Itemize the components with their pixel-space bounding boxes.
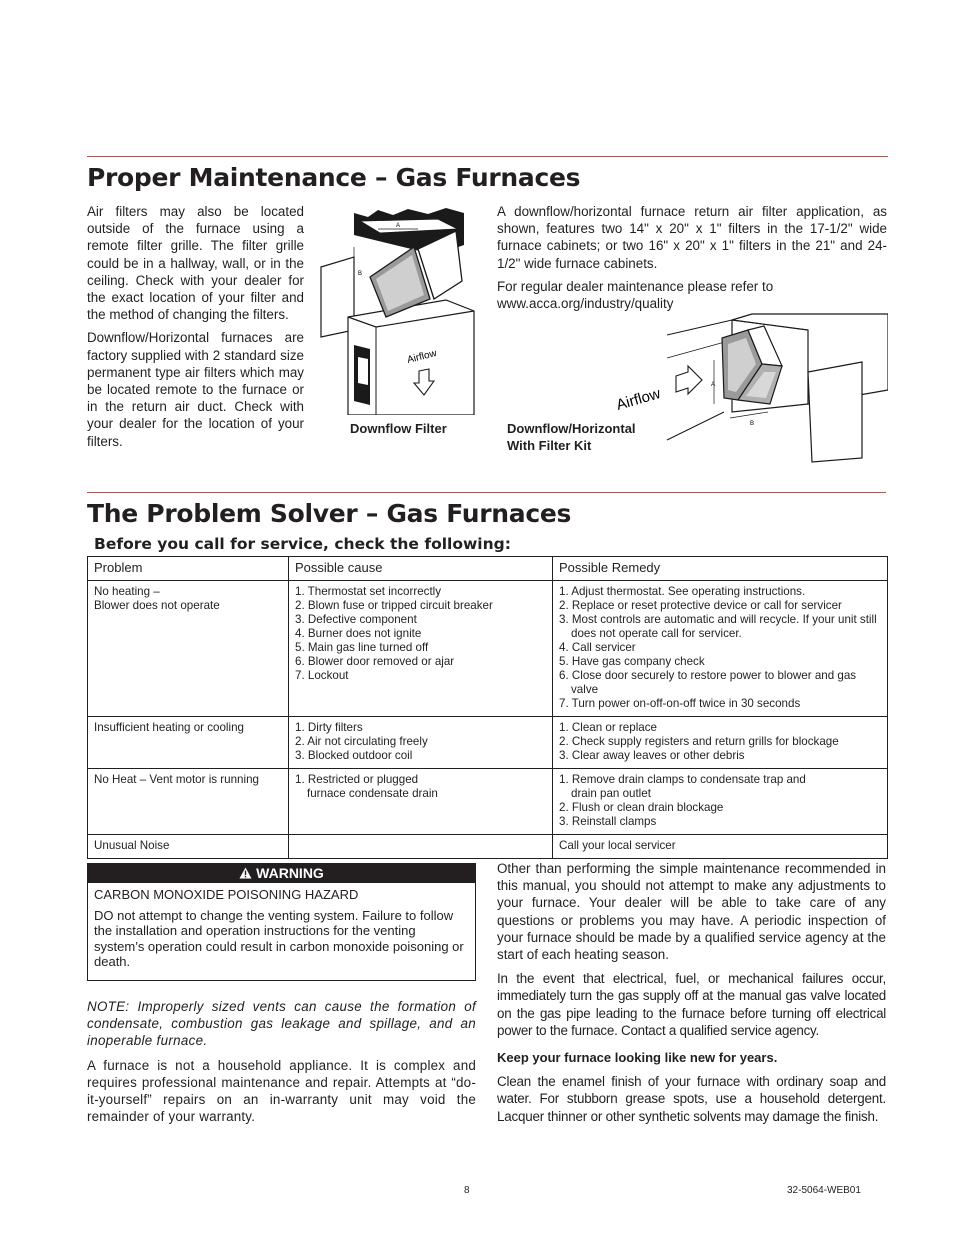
- downflow-filter-illustration: [318, 205, 480, 415]
- table-row: [88, 717, 888, 769]
- problem-line: Insufficient heating or cooling: [94, 721, 244, 734]
- horizontal-filter-kit-caption: [507, 420, 636, 454]
- dimension-b-label: B: [750, 421, 755, 427]
- cause-item: 1. Dirty filters: [295, 721, 363, 734]
- problem-line: No heating –: [94, 585, 160, 598]
- acca-reference-paragraph: For regular dealer maintenance please refer to www.acca.org/industry/quality: [497, 278, 774, 312]
- keep-furnace-heading: Keep your furnace looking like new for years.: [497, 1050, 778, 1066]
- downflow-filter-paragraph: Downflow/Horizontal furnaces are factory supplied with 2 standard size permanent type air filters which may be located remote to the furnace or in the return air duct. Check with your dealer for the location of your filters.: [87, 330, 304, 449]
- table-row: [88, 835, 888, 859]
- problem-cell: [88, 769, 289, 835]
- remedy-item: 1. Remove drain clamps to condensate trap and drain pan outlet: [559, 773, 806, 800]
- cleaning-paragraph: Clean the enamel finish of your furnace with ordinary soap and water. For stubborn grease spots, use a household detergent. Lacquer thinner or other synthetic solvents may damage the finish.: [497, 1074, 886, 1124]
- airflow-label: Airflow: [406, 347, 438, 366]
- remedy-item: 5. Have gas company check: [559, 655, 705, 668]
- table-row: [88, 769, 888, 835]
- page-number: 8: [464, 1185, 470, 1196]
- horizontal-filter-kit-illustration: [612, 300, 888, 465]
- vent-sizing-note: NOTE: Improperly sized vents can cause the formation of condensate, combustion gas leakage and spillage, and an inoperable furnace.: [87, 999, 476, 1049]
- failure-paragraph: In the event that electrical, fuel, or mechanical failures occur, immediately turn the gas supply off at the manual gas valve located on the gas pipe leading to the furnace before turning off electrical power to the furnace. Contact a qualified service agency.: [497, 971, 886, 1038]
- problem-cell: [88, 717, 289, 769]
- document-code: 32-5064-WEB01: [787, 1185, 861, 1196]
- cause-item: 1. Restricted or plugged furnace condensate drain: [295, 773, 438, 800]
- cause-cell: [289, 769, 553, 835]
- cause-item: 2. Blown fuse or tripped circuit breaker: [295, 599, 493, 612]
- section-divider-middle: [87, 492, 886, 493]
- remedy-cell: [553, 717, 888, 769]
- remedy-item: 3. Most controls are automatic and will recycle. If your unit still does not operate call for servicer.: [559, 613, 877, 640]
- remote-filter-paragraph: Air filters may also be located outside of the furnace using a remote filter grille. The filter grille could be in a hallway, wall, or in the ceiling. Check with your dealer for the exact location of your filter and the method of changing the filters.: [87, 204, 304, 323]
- warning-triangle-icon: [239, 867, 252, 879]
- remedy-item: 2. Check supply registers and return grills for blockage: [559, 735, 839, 748]
- cause-item: 5. Main gas line turned off: [295, 641, 429, 654]
- warning-label: WARNING: [256, 865, 324, 881]
- problem-solver-subtitle: Before you call for service, check the following:: [94, 535, 511, 553]
- filter-application-paragraph: A downflow/horizontal furnace return air filter application, as shown, features two 14" x 20" x 1" filters in the 17-1/2" wide furnace cabinets; or two 16" x 20" x 1" filters in the 21" and 24-1/2" wide furnace cabinets.: [497, 204, 887, 271]
- remedy-cell: [553, 581, 888, 717]
- warning-banner: [88, 864, 475, 883]
- problem-line: Unusual Noise: [94, 839, 170, 852]
- problem-cell: [88, 835, 289, 859]
- dimension-b-label: B: [358, 271, 363, 277]
- remedy-item: 2. Flush or clean drain blockage: [559, 801, 724, 814]
- remedy-item: 4. Call servicer: [559, 641, 636, 654]
- cause-item: 3. Blocked outdoor coil: [295, 749, 413, 762]
- problem-line: Blower does not operate: [94, 599, 220, 612]
- remedy-item: 3. Clear away leaves or other debris: [559, 749, 745, 762]
- airflow-arrow-right-icon: [676, 366, 702, 394]
- column-header-remedy: Possible Remedy: [553, 557, 888, 581]
- problem-cell: [88, 581, 289, 717]
- remedy-item: 2. Replace or reset protective device or call for servicer: [559, 599, 842, 612]
- cause-item: 3. Defective component: [295, 613, 417, 626]
- remedy-item: 3. Reinstall clamps: [559, 815, 657, 828]
- remedy-item: 1. Adjust thermostat. See operating instructions.: [559, 585, 806, 598]
- caption-line-2: With Filter Kit: [507, 438, 592, 453]
- cause-cell: [289, 581, 553, 717]
- caption-line-1: Downflow/Horizontal: [507, 421, 636, 436]
- lower-right-column: [497, 860, 886, 1131]
- remedy-item: Call your local servicer: [559, 839, 676, 852]
- remedy-cell: [553, 769, 888, 835]
- problem-line: No Heat – Vent motor is running: [94, 773, 259, 786]
- maintenance-left-column: [87, 203, 304, 456]
- cause-cell: [289, 717, 553, 769]
- cause-item: 7. Lockout: [295, 669, 349, 682]
- cause-item: 2. Air not circulating freely: [295, 735, 428, 748]
- cause-item: 6. Blower door removed or ajar: [295, 655, 455, 668]
- remedy-item: 7. Turn power on-off-on-off twice in 30 seconds: [559, 697, 801, 710]
- column-header-problem: Problem: [88, 557, 289, 581]
- table-row: [88, 581, 888, 717]
- warning-body: DO not attempt to change the venting system. Failure to follow the installation and operation instructions for the venting system’s operation could result in carbon monoxide poisoning or death.: [94, 907, 464, 969]
- lower-left-column: [87, 998, 476, 1131]
- problem-solver-title: The Problem Solver – Gas Furnaces: [87, 499, 572, 528]
- dimension-a-label: A: [396, 223, 401, 229]
- remedy-item: 6. Close door securely to restore power to blower and gas valve: [559, 669, 857, 696]
- problem-solver-table: [87, 556, 888, 859]
- remedy-item: 1. Clean or replace: [559, 721, 657, 734]
- cause-item: 4. Burner does not ignite: [295, 627, 422, 640]
- table-header-row: [88, 557, 888, 581]
- cause-cell: [289, 835, 553, 859]
- warning-heading: CARBON MONOXIDE POISONING HAZARD: [94, 887, 359, 902]
- warranty-paragraph: A furnace is not a household appliance. It is complex and requires professional maintenance and repair. Attempts at “do-it-yourself” repairs on an in-warranty unit may void the remainder of your warranty.: [87, 1057, 476, 1125]
- remedy-cell: [553, 835, 888, 859]
- carbon-monoxide-warning: [87, 863, 476, 981]
- airflow-label: Airflow: [614, 385, 663, 414]
- downflow-filter-caption: Downflow Filter: [350, 421, 447, 436]
- maintenance-title: Proper Maintenance – Gas Furnaces: [87, 163, 581, 192]
- dimension-a-label: A: [711, 382, 716, 388]
- adjustments-paragraph: Other than performing the simple maintenance recommended in this manual, you should not attempt to make any adjustments to your furnace. Your dealer will be able to take care of any questions or problems you may have. A periodic inspection of your furnace should be made by a qualified service agency at the start of each heating season.: [497, 861, 886, 963]
- column-header-cause: Possible cause: [289, 557, 553, 581]
- section-divider-top: [87, 156, 888, 157]
- cause-item: 1. Thermostat set incorrectly: [295, 585, 442, 598]
